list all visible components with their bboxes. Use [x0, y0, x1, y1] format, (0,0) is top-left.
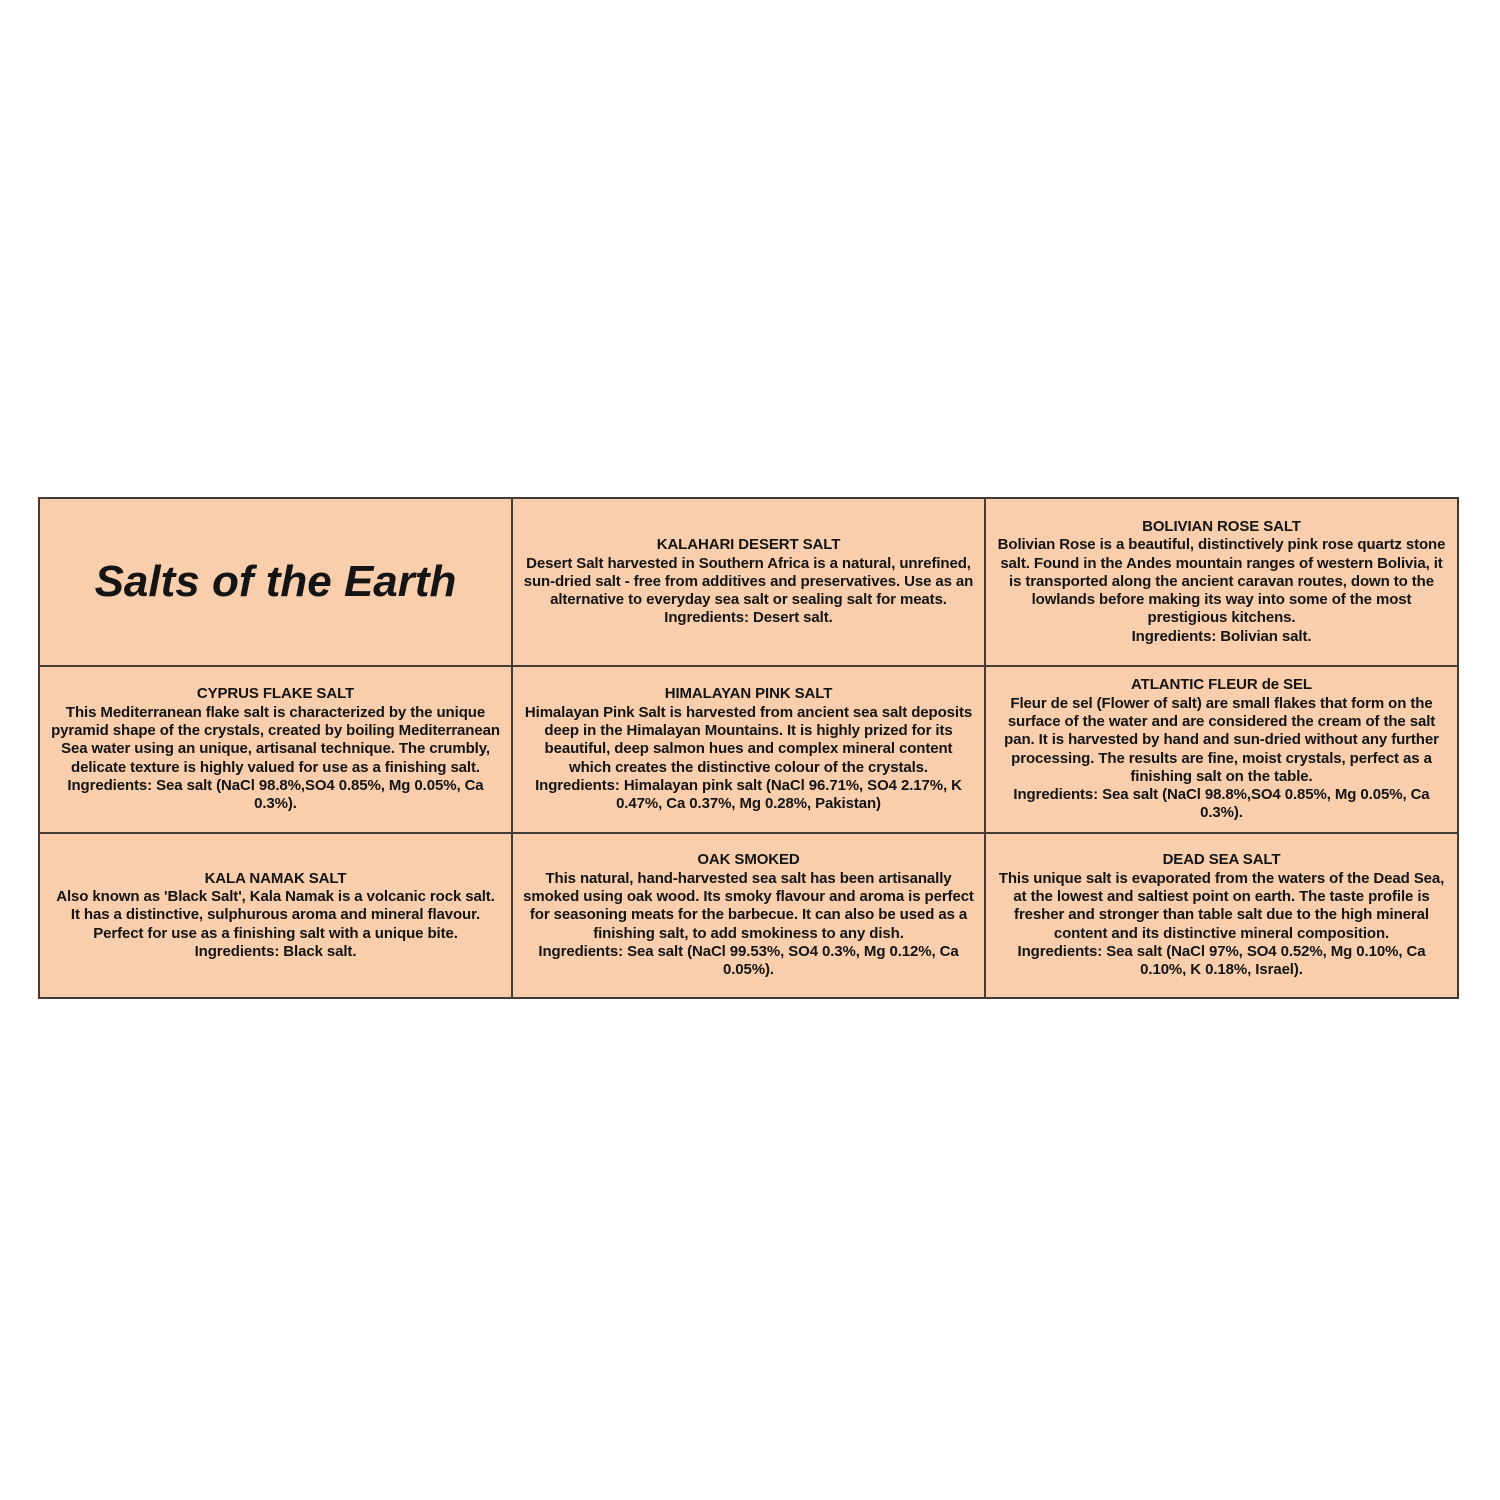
salt-ingredients: Ingredients: Desert salt.: [664, 609, 833, 627]
salt-description: Also known as 'Black Salt', Kala Namak is a volcanic rock salt. It has a distinctive, sulphurous aroma and mineral flavour. Perfect for use as a finishing salt with a unique bite.: [56, 888, 495, 942]
cell-oak-smoked: [512, 833, 985, 998]
salt-heading: KALAHARI DESERT SALT: [656, 536, 841, 554]
title-cell: [39, 498, 512, 666]
salt-heading: ATLANTIC FLEUR de SEL: [1131, 676, 1312, 694]
salt-heading: CYPRUS FLAKE SALT: [196, 685, 355, 703]
page-title: Salts of the Earth: [94, 557, 457, 606]
salt-ingredients: Ingredients: Bolivian salt.: [1131, 627, 1312, 645]
salt-ingredients: Ingredients: Sea salt (NaCl 98.8%,SO4 0.85%, Mg 0.05%, Ca 0.3%).: [67, 776, 484, 813]
salt-description: This natural, hand-harvested sea salt has been artisanally smoked using oak wood. Its smoky flavour and aroma is perfect for seasoning meats for the barbecue. It can also be used as a finishing salt, to add smokiness to any dish.: [523, 869, 974, 942]
cell-dead-sea-salt: [985, 833, 1458, 998]
salt-description: Himalayan Pink Salt is harvested from ancient sea salt deposits deep in the Himalayan Mountains. It is highly prized for its beautiful, deep salmon hues and complex mineral content which creates the distinctive colour of the crystals.: [524, 703, 973, 776]
salt-heading: OAK SMOKED: [697, 851, 800, 869]
salt-ingredients: Ingredients: Himalayan pink salt (NaCl 96.71%, SO4 2.17%, K 0.47%, Ca 0.37%, Mg 0.28%, Pakistan): [535, 776, 962, 813]
salts-table: [38, 497, 1459, 999]
salt-description: Fleur de sel (Flower of salt) are small flakes that form on the surface of the water and are considered the cream of the salt pan. It is harvested by hand and sun-dried without any further processing. The results are fine, moist crystals, perfect as a finishing salt on the table.: [1004, 694, 1439, 785]
salt-ingredients: Ingredients: Sea salt (NaCl 98.8%,SO4 0.85%, Mg 0.05%, Ca 0.3%).: [1013, 786, 1430, 822]
salt-heading: DEAD SEA SALT: [1162, 851, 1281, 869]
salt-description: This unique salt is evaporated from the waters of the Dead Sea, at the lowest and saltiest point on earth. The taste profile is fresher and stronger than table salt due to the high mineral content and its distinctive mineral composition.: [998, 869, 1445, 942]
cell-kalahari-desert-salt: [512, 498, 985, 666]
salt-heading: BOLIVIAN ROSE SALT: [1142, 517, 1301, 535]
cell-atlantic-fleur-de-sel: [985, 666, 1458, 833]
salt-ingredients: Ingredients: Black salt.: [194, 942, 357, 960]
salt-ingredients: Ingredients: Sea salt (NaCl 99.53%, SO4 0.3%, Mg 0.12%, Ca 0.05%).: [538, 942, 959, 979]
salt-description: Bolivian Rose is a beautiful, distinctively pink rose quartz stone salt. Found in the Andes mountain ranges of western Bolivia, it is transported along the ancient caravan routes, down to the lowlands before making its way into some of the most prestigious kitchens.: [997, 536, 1446, 627]
salt-description: Desert Salt harvested in Southern Africa is a natural, unrefined, sun-dried salt - free from additives and preservatives. Use as an alternative to everyday sea salt or sealing salt for meats.: [523, 554, 974, 609]
cell-kala-namak-salt: [39, 833, 512, 998]
cell-himalayan-pink-salt: [512, 666, 985, 833]
cell-bolivian-rose-salt: [985, 498, 1458, 666]
salt-heading: HIMALAYAN PINK SALT: [664, 685, 833, 703]
salt-description: This Mediterranean flake salt is characterized by the unique pyramid shape of the crystals, created by boiling Mediterranean Sea water using an unique, artisanal technique. The crumbly, delicate texture is highly valued for use as a finishing salt.: [51, 703, 500, 776]
salt-heading: KALA NAMAK SALT: [204, 869, 347, 887]
salt-ingredients: Ingredients: Sea salt (NaCl 97%, SO4 0.52%, Mg 0.10%, Ca 0.10%, K 0.18%, Israel).: [1017, 942, 1426, 979]
cell-cyprus-flake-salt: [39, 666, 512, 833]
